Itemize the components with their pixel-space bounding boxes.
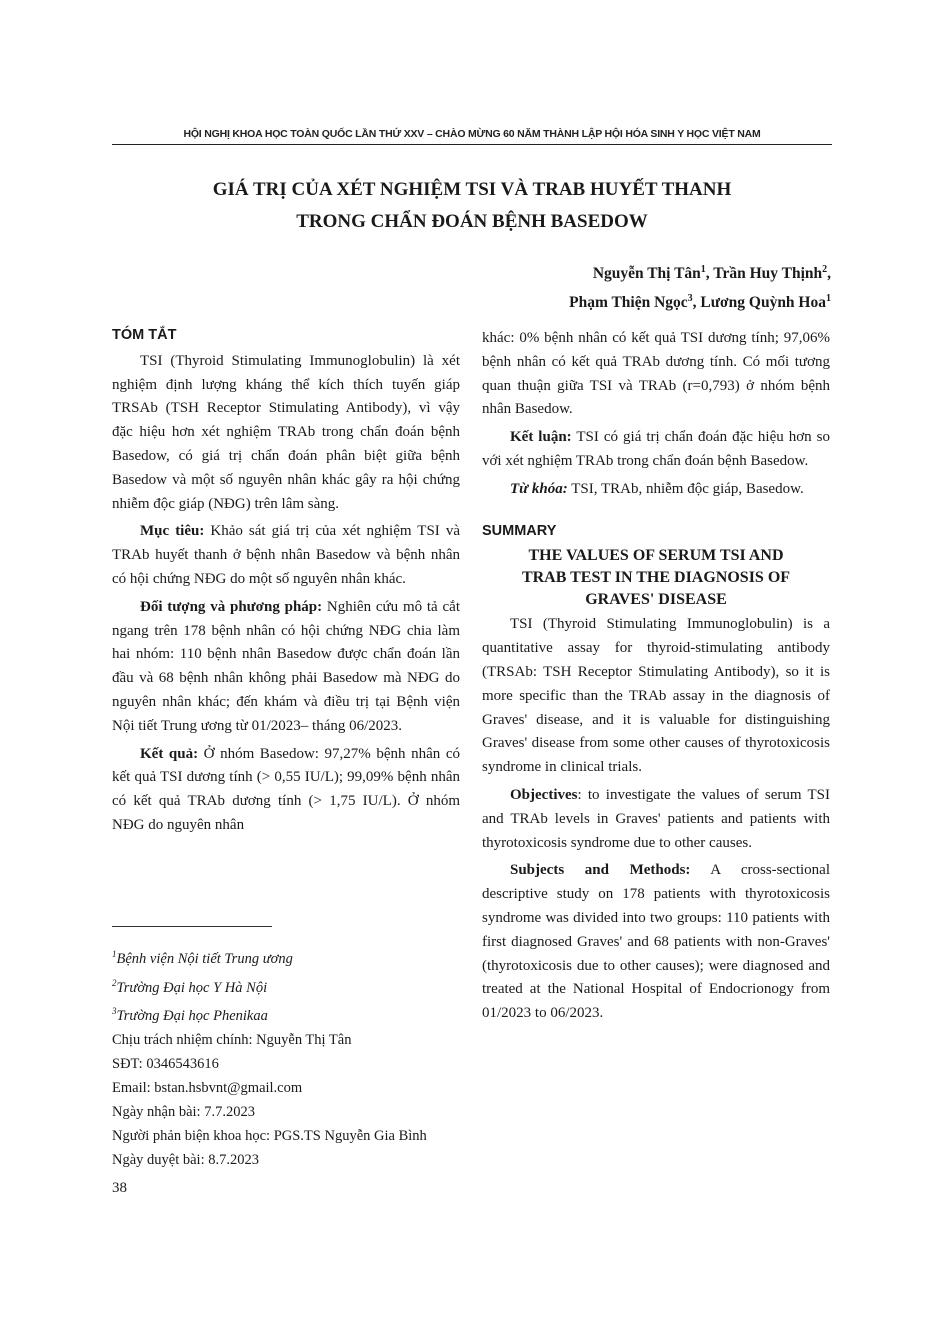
author-name: Trần Huy Thịnh bbox=[713, 265, 823, 283]
author-list bbox=[569, 257, 831, 315]
affiliation-footnote: $^1$Bệnh viện Nội tiết Trung ương bbox=[112, 949, 293, 967]
abstract-conclusion-vn: Kết luận: TSI có giá trị chẩn đoán đặc hiệu hơn so với xét nghiệm TRAb trong chẩn đoán bệnh Basedow. bbox=[482, 429, 830, 469]
methods-label: Đối tượng và phương pháp: bbox=[140, 598, 323, 615]
accepted-date: Ngày duyệt bài: 8.7.2023 bbox=[112, 1151, 259, 1168]
summary-methods: Subjects and Methods: A cross-sectional descriptive study on 178 patients with thyrotoxicosis syndrome was divided into two groups: 110 patients with first diagnosed Graves' and 68 patients with non-Graves' (thyrotoxicosis due to other causes); were diagnosed and treated at the National Hospital of Endocrionogy from 01/2023 to 06/2023. bbox=[482, 862, 830, 1022]
abstract-heading-vn: TÓM TẮT bbox=[112, 327, 177, 343]
abstract-results-continued: khác: 0% bệnh nhân có kết quả TSI dương tính; 97,06% bệnh nhân có kết quả TRAb dương tính. Có mối tương quan thuận giữa TSI và TRAb (r=0,793) ở nhóm bệnh nhân Basedow. bbox=[482, 330, 830, 418]
author-name: Phạm Thiện Ngọc bbox=[569, 294, 688, 312]
abstract-methods-vn: Đối tượng và phương pháp: Nghiên cứu mô tả cắt ngang trên 178 bệnh nhân có hội chứng NĐG chia làm hai nhóm: 110 bệnh nhân Basedow được chẩn đoán lần đầu và 68 bệnh nhân không phải Basedow mà NĐG do nguyên nhân khác; đến khám và điều trị tại Bệnh viện Nội tiết Trung ương từ 01/2023– tháng 06/2023. bbox=[112, 598, 460, 734]
summary-title: THE VALUES OF SERUM TSI AND TRAB TEST IN THE DIAGNOSIS OF GRAVES' DISEASE bbox=[521, 547, 791, 609]
results-label: Kết quả: bbox=[140, 745, 199, 762]
summary-objectives: Objectives: to investigate the values of serum TSI and TRAb levels in Graves' patients and patients with thyrotoxicosis syndrome due to other causes. bbox=[482, 786, 830, 851]
abstract-intro-vn: TSI (Thyroid Stimulating Immunoglobulin) là xét nghiệm định lượng kháng thể kích thích tuyến giáp TRSAb (TSH Receptor Stimulating Antibody), vì vậy đặc hiệu hơn xét nghiệm TRAb trong chẩn đoán bệnh Basedow, có giá trị chẩn đoán phân biệt giữa bệnh Basedow và một số nguyên nhân khác gây ra hội chứng nhiễm độc giáp (NĐG) trên lâm sàng. bbox=[112, 352, 460, 512]
author-name: Nguyễn Thị Tân bbox=[592, 265, 701, 283]
abstract-objective-vn: Mục tiêu: Khảo sát giá trị của xét nghiệm TSI và TRAb huyết thanh ở bệnh nhân Basedow và bệnh nhân có hội chứng NĐG do một số nguyên nhân khác. bbox=[112, 523, 460, 587]
objectives-label: Objectives bbox=[510, 786, 578, 803]
article-title bbox=[112, 174, 832, 238]
running-header: HỘI NGHỊ KHOA HỌC TOÀN QUỐC LẦN THỨ XXV – CHÀO MỪNG 60 NĂM THÀNH LẬP HỘI HÓA SINH Y HỌC VIỆT NAM bbox=[183, 128, 761, 140]
keywords-vn: Từ khóa: TSI, TRAb, nhiễm độc giáp, Basedow. bbox=[510, 480, 804, 497]
author-line-2: Phạm Thiện Ngọc$^3$, Lương Quỳnh Hoa$^1$ bbox=[569, 293, 831, 312]
summary-heading: SUMMARY bbox=[482, 522, 557, 539]
received-date: Ngày nhận bài: 7.7.2023 bbox=[112, 1103, 255, 1120]
author-affiliation: 1 bbox=[826, 293, 831, 305]
objective-label: Mục tiêu: bbox=[140, 523, 205, 540]
affiliation-footnote: $^3$Trường Đại học Phenikaa bbox=[112, 1006, 268, 1025]
header-rule bbox=[112, 144, 832, 145]
author-affiliation: 2 bbox=[822, 264, 828, 275]
reviewer: Người phản biện khoa học: PGS.TS Nguyễn Gia Bình bbox=[112, 1127, 427, 1144]
corresponding-author: Chịu trách nhiệm chính: Nguyễn Thị Tân bbox=[112, 1032, 352, 1049]
phone-number: SĐT: 0346543616 bbox=[112, 1056, 219, 1073]
author-affiliation: 3 bbox=[687, 293, 693, 305]
footnote-rule bbox=[112, 926, 272, 927]
email-address: Email: bstan.hsbvnt@gmail.com bbox=[112, 1080, 303, 1097]
left-column bbox=[112, 324, 460, 838]
keywords-label: Từ khóa: bbox=[510, 480, 568, 497]
article-title-line-2: TRONG CHẨN ĐOÁN BỆNH BASEDOW bbox=[296, 211, 648, 232]
author-affiliation: 1 bbox=[700, 264, 706, 275]
affiliation-footnote: $^2$Trường Đại học Y Hà Nội bbox=[112, 977, 268, 996]
right-column bbox=[482, 327, 830, 1026]
abstract-results-vn: Kết quả: Ở nhóm Basedow: 97,27% bệnh nhân có kết quả TSI dương tính (> 0,55 IU/L); 99,09% bệnh nhân có kết quả TRAb dương tính (> 1,75 IU/L). Ở nhóm NĐG do nguyên nhân bbox=[112, 745, 460, 833]
summary-intro: TSI (Thyroid Stimulating Immunoglobulin) is a quantitative assay for thyroid-stimulating antibody (TRSAb: TSH Receptor Stimulating Antibody), so it is more specific than the TRAb assay in the diagnosis of Graves' disease, and it is valuable for distinguishing Graves' disease from some other causes of thyrotoxicosis syndrome in clinical trials. bbox=[482, 616, 830, 776]
footnotes bbox=[112, 943, 427, 1173]
author-name: Lương Quỳnh Hoa bbox=[700, 294, 826, 312]
author-line-1: Nguyễn Thị Tân$^1$, Trần Huy Thịnh$^2$, bbox=[592, 264, 831, 283]
conclusion-label: Kết luận: bbox=[510, 429, 572, 446]
page-number: 38 bbox=[112, 1180, 127, 1196]
article-title-line-1: GIÁ TRỊ CỦA XÉT NGHIỆM TSI VÀ TRAB HUYẾT THANH bbox=[212, 179, 732, 200]
subjects-methods-label: Subjects and Methods: bbox=[510, 862, 691, 879]
